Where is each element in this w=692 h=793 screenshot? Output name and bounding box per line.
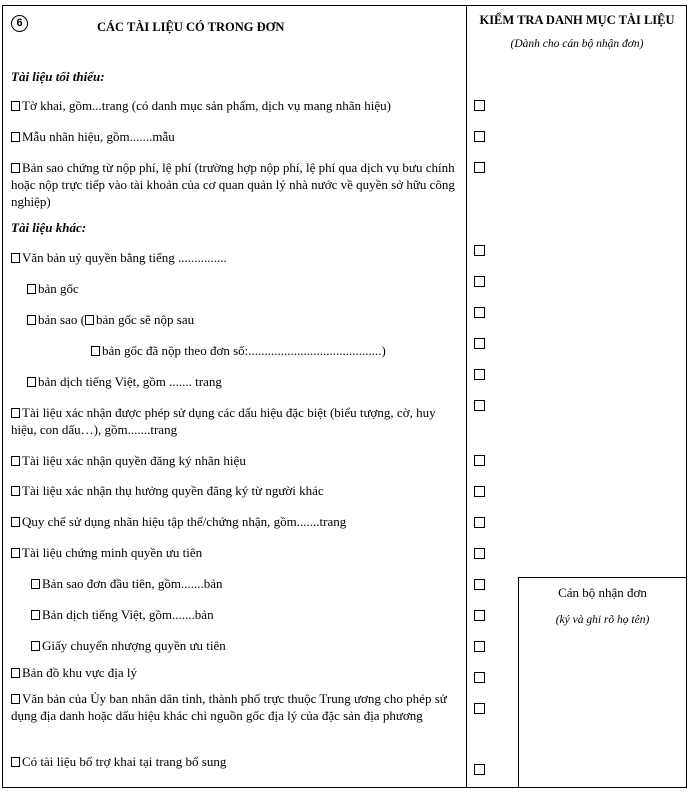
fee-receipt-checkbox[interactable] bbox=[11, 163, 20, 173]
item-first-app-copy bbox=[31, 575, 223, 592]
priority-assignment-checkbox[interactable] bbox=[31, 641, 40, 651]
regulation-checkbox[interactable] bbox=[11, 517, 20, 527]
verify-checkbox-registration-right[interactable] bbox=[474, 455, 485, 466]
section-number-badge: 6 bbox=[11, 15, 28, 32]
original-later-label: bản gốc sẽ nộp sau bbox=[95, 312, 195, 327]
item-declaration bbox=[11, 97, 391, 114]
special-signs-label: Tài liệu xác nhận được phép sử dụng các dấu hiệu đặc biệt (biểu tượng, cờ, huy hiệu, con dấu…), gồm.......trang bbox=[11, 405, 436, 437]
check-column-subtitle: (Dành cho cán bộ nhận đơn) bbox=[510, 38, 644, 50]
fee-receipt-label: Bản sao chứng từ nộp phí, lệ phí (trường hợp nộp phí, lệ phí qua dịch vụ bưu chính hoặc nộp trực tiếp vào tài khoản của cơ quan quản lý nhà nước về quyền sở hữu công nghiệp) bbox=[11, 160, 455, 209]
item-mark-sample bbox=[11, 128, 175, 145]
verify-checkbox-copy[interactable] bbox=[474, 307, 485, 318]
item-special-signs bbox=[11, 404, 463, 438]
registration-right-checkbox[interactable] bbox=[11, 456, 20, 466]
verify-checkbox-priority-assignment[interactable] bbox=[474, 641, 485, 652]
original-submitted-checkbox[interactable] bbox=[91, 346, 100, 356]
group-minimum-heading: Tài liệu tối thiểu: bbox=[11, 69, 105, 84]
check-column-title: KIỂM TRA DANH MỤC TÀI LIỆU bbox=[479, 13, 675, 27]
item-original-submitted bbox=[91, 342, 386, 359]
verify-checkbox-priority-translation[interactable] bbox=[474, 610, 485, 621]
mark-sample-label: Mẫu nhãn hiệu, gồm.......mẫu bbox=[22, 129, 175, 144]
item-regulation bbox=[11, 513, 346, 530]
declaration-checkbox[interactable] bbox=[11, 101, 20, 111]
regulation-label: Quy chế sử dụng nhãn hiệu tập thể/chứng nhận, gồm.......trang bbox=[22, 514, 347, 529]
priority-translation-label: Bản dịch tiếng Việt, gồm.......bản bbox=[42, 607, 214, 622]
verify-checkbox-translation[interactable] bbox=[474, 369, 485, 380]
verify-checkbox-regulation[interactable] bbox=[474, 517, 485, 528]
staff-signature-box bbox=[518, 577, 687, 788]
section-title: CÁC TÀI LIỆU CÓ TRONG ĐƠN bbox=[97, 20, 285, 34]
verify-checkbox-mark-sample[interactable] bbox=[474, 131, 485, 142]
supplement-label: Có tài liệu bổ trợ khai tại trang bổ sung bbox=[22, 754, 227, 769]
item-right-transfer bbox=[11, 482, 324, 499]
verify-checkbox-original[interactable] bbox=[474, 276, 485, 287]
verify-checkbox-original-submitted[interactable] bbox=[474, 338, 485, 349]
group-other-heading: Tài liệu khác: bbox=[11, 220, 87, 235]
item-copy bbox=[27, 311, 194, 328]
verify-checkbox-power-of-attorney[interactable] bbox=[474, 245, 485, 256]
verify-checkbox-first-app-copy[interactable] bbox=[474, 579, 485, 590]
verify-checkbox-geo-map[interactable] bbox=[474, 672, 485, 683]
verify-checkbox-declaration[interactable] bbox=[474, 100, 485, 111]
translation-checkbox[interactable] bbox=[27, 377, 36, 387]
verify-checkbox-special-signs[interactable] bbox=[474, 400, 485, 411]
item-supplement bbox=[11, 753, 226, 770]
item-priority-translation bbox=[31, 606, 214, 623]
right-transfer-label: Tài liệu xác nhận thụ hưởng quyền đăng ký từ người khác bbox=[22, 483, 324, 498]
verify-checkbox-priority-proof[interactable] bbox=[474, 548, 485, 559]
item-geo-map bbox=[11, 664, 137, 681]
provincial-permission-label: Văn bản của Ủy ban nhân dân tỉnh, thành phố trực thuộc Trung ương cho phép sử dụng địa danh hoặc dấu hiệu khác chỉ nguồn gốc địa lý của đặc sản địa phương bbox=[11, 691, 447, 723]
item-translation bbox=[27, 373, 222, 390]
item-power-of-attorney bbox=[11, 249, 227, 266]
item-provincial-permission bbox=[11, 690, 463, 724]
verify-checkbox-right-transfer[interactable] bbox=[474, 486, 485, 497]
item-registration-right bbox=[11, 452, 246, 469]
item-original bbox=[27, 280, 79, 297]
declaration-label: Tờ khai, gồm...trang (có danh mục sản phẩm, dịch vụ mang nhãn hiệu) bbox=[22, 98, 391, 113]
item-priority-proof bbox=[11, 544, 202, 561]
first-app-copy-label: Bản sao đơn đầu tiên, gồm.......bản bbox=[42, 576, 223, 591]
priority-assignment-label: Giấy chuyển nhượng quyền ưu tiên bbox=[42, 638, 226, 653]
translation-label: bản dịch tiếng Việt, gồm ....... trang bbox=[38, 374, 222, 389]
supplement-checkbox[interactable] bbox=[11, 757, 20, 767]
geo-map-checkbox[interactable] bbox=[11, 668, 20, 678]
copy-label: bản sao ( bbox=[38, 312, 85, 327]
first-app-copy-checkbox[interactable] bbox=[31, 579, 40, 589]
right-transfer-checkbox[interactable] bbox=[11, 486, 20, 496]
verify-checkbox-supplement[interactable] bbox=[474, 764, 485, 775]
priority-translation-checkbox[interactable] bbox=[31, 610, 40, 620]
original-checkbox[interactable] bbox=[27, 284, 36, 294]
power-of-attorney-label: Văn bản uỷ quyền bằng tiếng ............... bbox=[22, 250, 227, 265]
original-label: bản gốc bbox=[38, 281, 79, 296]
special-signs-checkbox[interactable] bbox=[11, 408, 20, 418]
staff-note: (ký và ghi rõ họ tên) bbox=[555, 614, 650, 626]
item-priority-assignment bbox=[31, 637, 226, 654]
priority-proof-label: Tài liệu chứng minh quyền ưu tiên bbox=[22, 545, 203, 560]
priority-proof-checkbox[interactable] bbox=[11, 548, 20, 558]
column-divider bbox=[466, 5, 467, 788]
verify-checkbox-fee-receipt[interactable] bbox=[474, 162, 485, 173]
geo-map-label: Bản đồ khu vực địa lý bbox=[22, 665, 138, 680]
mark-sample-checkbox[interactable] bbox=[11, 132, 20, 142]
provincial-permission-checkbox[interactable] bbox=[11, 694, 20, 704]
verify-checkbox-provincial-permission[interactable] bbox=[474, 703, 485, 714]
power-of-attorney-checkbox[interactable] bbox=[11, 253, 20, 263]
copy-checkbox[interactable] bbox=[27, 315, 36, 325]
registration-right-label: Tài liệu xác nhận quyền đăng ký nhãn hiệu bbox=[22, 453, 246, 468]
staff-title: Cán bộ nhận đơn bbox=[558, 585, 647, 600]
original-submitted-label: bản gốc đã nộp theo đơn số:.........................................) bbox=[102, 343, 386, 358]
original-later-checkbox[interactable] bbox=[85, 315, 94, 325]
item-fee-receipt bbox=[11, 159, 459, 210]
